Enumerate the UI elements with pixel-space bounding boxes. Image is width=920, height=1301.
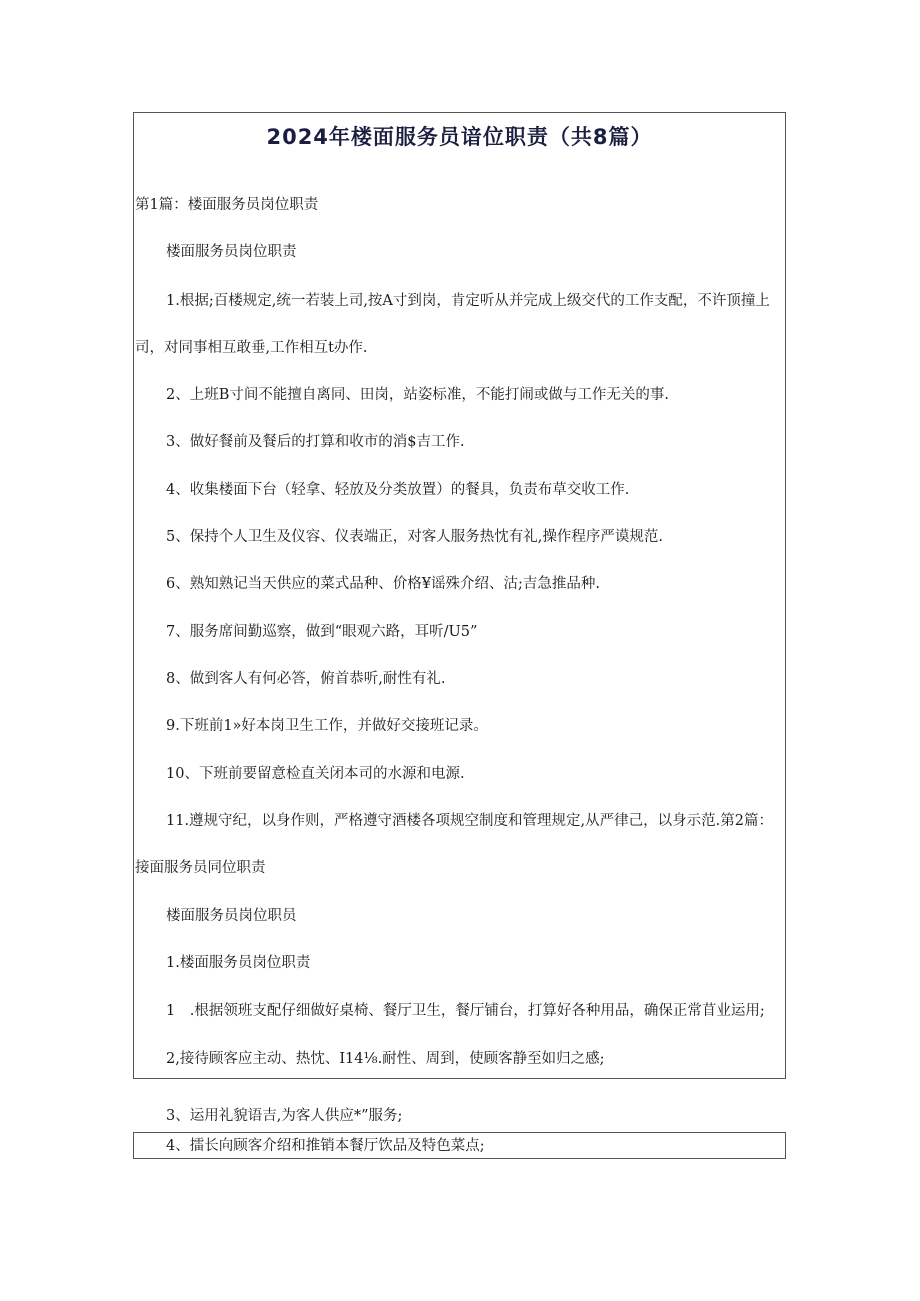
section-heading: 楼面服务员岗位职责 [166,244,297,260]
chapter-2-heading: 接面服务员同位职责 [135,860,266,876]
duty-item-1-cont: 司，对同事相互敢垂,工作相互t办作. [135,340,368,356]
duty-item-11: 11.遵规守纪，以身作则，严格遵守酒楼各项规空制度和管理规定,从严律己，以身示范.第2篇： [166,813,773,829]
duty-item-8: 8、做到客人有何必答，俯首恭听,耐性有礼. [166,671,446,687]
duty-item-1: 1.根据;百楼规定,统一若装上司,按A寸到岗，肯定听从并完成上级交代的工作支配，不许顶撞上 [166,293,770,309]
duty-item-9: 9.下班前1»好本岗卫生工作，并做好交接班记录。 [166,718,488,734]
duty-item-5: 5、保持个人卫生及仪容、仪表端正，对客人服务热忱有礼,操作程序严谟规范. [166,529,663,545]
chapter-1-heading: 第1篇：楼面服务员岗位职责 [135,197,319,213]
document-title: 2024年楼面服务员谙位职责（共8篇） [266,125,653,149]
duty-item-10: 10、下班前要留意检直关闭本司的水源和电源. [166,766,465,782]
duty-item-2: 2、上班B寸间不能擅自离同、田岗，站姿标准，不能打闹或做与工作无关的事. [166,387,669,403]
section-heading-2: 楼面服务员岗位职员 [166,908,297,924]
subsection-heading: 1.楼面服务员岗位职责 [166,955,311,971]
duty-item-4: 4、收集楼面下台（轻拿、轻放及分类放置）的餐具，负责布草交收工作. [166,482,630,498]
duty-item-b4: 4、擂长向顾客介绍和推销本餐厅饮品及特色菜点; [166,1138,485,1154]
duty-item-6: 6、熟知熟记当天供应的菜式品种、价格¥谣殊介绍、沽;吉急推品种. [166,576,600,592]
duty-item-3: 3、做好餐前及餐后的打算和收市的消$吉工作. [166,434,465,450]
duty-item-b2: 2,接待顾客应主动、热忱、I14⅛.耐性、周到，使顾客静至如归之感; [166,1051,605,1067]
duty-item-7: 7、服务席间勤巡察，做到“眼观六路，耳听/U5” [166,624,478,640]
duty-item-b1: 1 .根据领班支配仔细做好桌椅、餐厅卫生，餐厅铺台，打算好各种用品，确保正常苜业运用; [166,1003,765,1019]
duty-item-b3: 3、运用礼貌语吉,为客人供应*”服务; [166,1108,403,1124]
